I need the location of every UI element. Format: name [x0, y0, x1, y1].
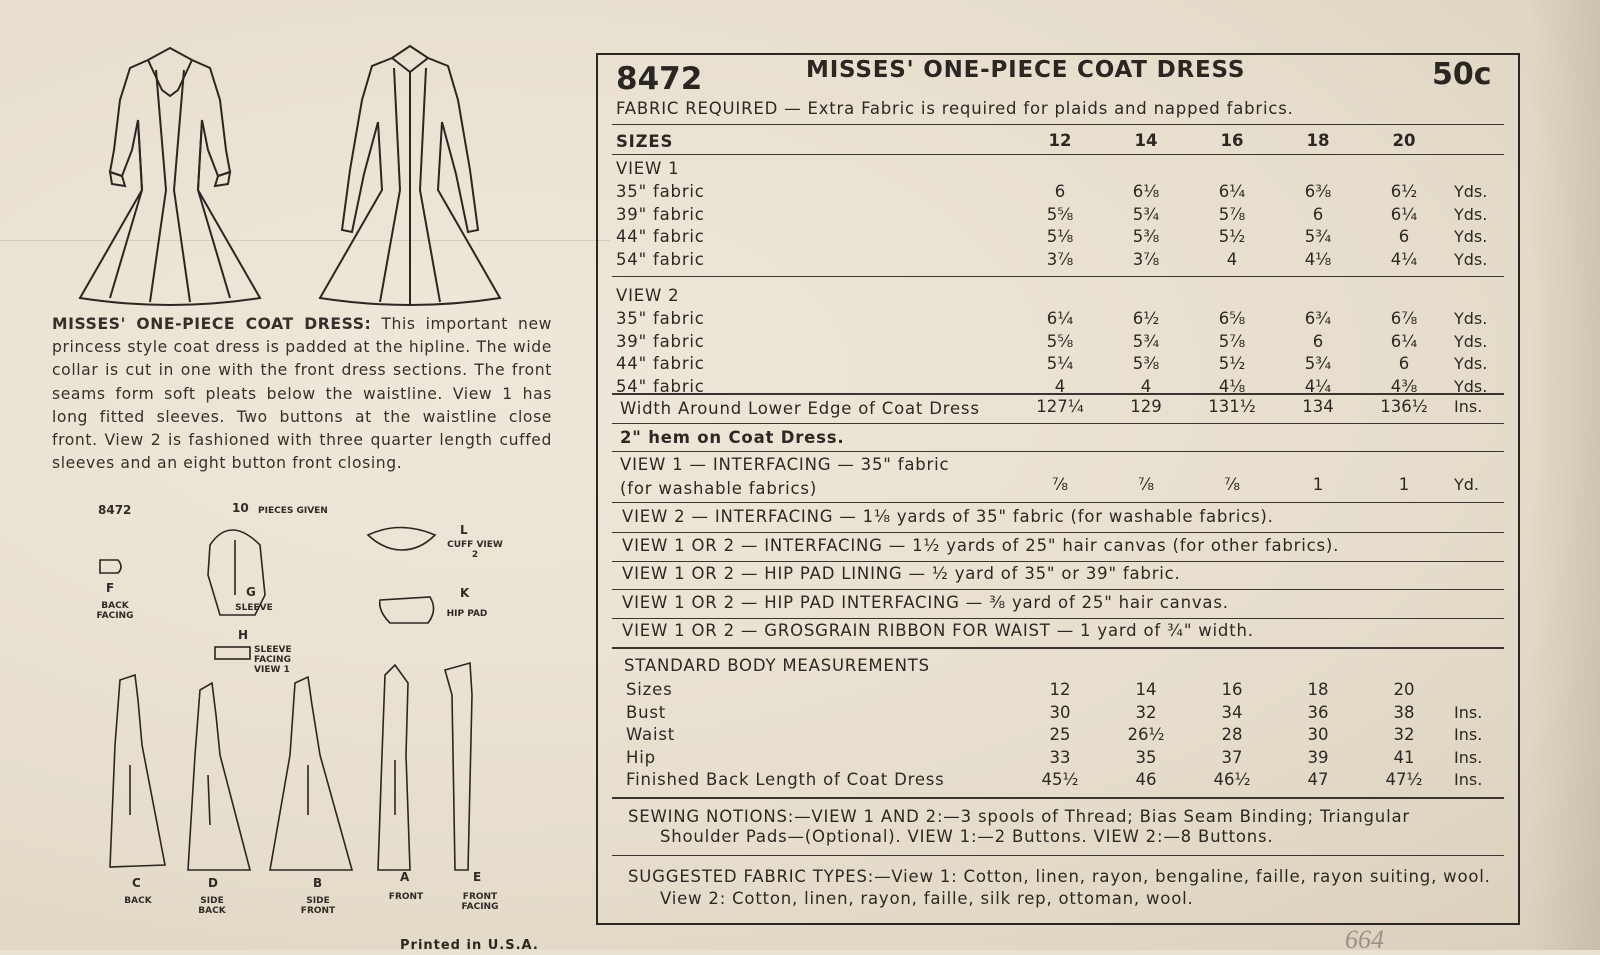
pieces-given-count: 10	[232, 501, 249, 515]
divider	[612, 154, 1504, 155]
piece-f-letter: F	[106, 581, 115, 595]
yardage-unit: Yds.	[1454, 309, 1488, 328]
width-value: 127¼	[1036, 397, 1084, 416]
hem-note: 2" hem on Coat Dress.	[620, 428, 845, 447]
piece-g-letter: G	[246, 585, 256, 599]
divider	[612, 451, 1504, 452]
fabric-note: VIEW 1 OR 2 — HIP PAD INTERFACING — ⅜ yard of 25" hair canvas.	[622, 592, 1229, 612]
yardage-value: 6	[1398, 227, 1410, 246]
view2-back-sketch	[310, 40, 510, 310]
divider	[612, 797, 1504, 799]
measurement-value: 46	[1135, 770, 1157, 789]
piece-k-letter: K	[460, 586, 470, 600]
yardage-value: 6	[1312, 204, 1324, 224]
piece-h-name: SLEEVE FACING VIEW 1	[254, 645, 292, 675]
divider	[612, 276, 1504, 277]
yardage-value: 5¾	[1304, 227, 1332, 246]
piece-k-name: HIP PAD	[446, 609, 488, 619]
interfacing-v1-line2: (for washable fabrics)	[620, 479, 818, 498]
yardage-value: 4¼	[1390, 249, 1418, 269]
piece-d-letter: D	[208, 876, 218, 890]
measurement-value: 32	[1393, 725, 1415, 744]
measurement-label: Bust	[626, 702, 667, 722]
measurement-unit: Ins.	[1454, 747, 1483, 767]
width-value: 134	[1302, 397, 1334, 416]
pattern-pieces-drawing	[90, 515, 510, 915]
width-unit: Ins.	[1454, 397, 1483, 416]
divider	[612, 532, 1504, 533]
measurement-value: 36	[1307, 702, 1329, 722]
measurement-unit: Ins.	[1454, 702, 1483, 722]
yardage-value: 4⅜	[1390, 376, 1418, 396]
measurement-label: Finished Back Length of Coat Dress	[626, 770, 945, 789]
yardage-unit: Yds.	[1454, 249, 1488, 269]
divider	[612, 647, 1504, 649]
pieces-pattern-number: 8472	[98, 503, 132, 517]
divider	[612, 423, 1504, 424]
yardage-value: 4⅛	[1218, 376, 1246, 396]
yardage-value: 5¾	[1304, 354, 1332, 373]
yardage-value: 5⅛	[1046, 227, 1074, 246]
fabric-types-line1: SUGGESTED FABRIC TYPES:—View 1: Cotton, linen, rayon, bengaline, faille, rayon suiting, wool.	[628, 867, 1491, 886]
yardage-value: 5¾	[1132, 204, 1160, 224]
piece-a-name: FRONT	[388, 892, 424, 902]
yardage-value: 6	[1312, 331, 1324, 351]
yardage-value: 5½	[1218, 354, 1246, 373]
sewing-notions-line1: SEWING NOTIONS:—VIEW 1 AND 2:—3 spools of Thread; Bias Seam Binding; Triangular	[628, 807, 1410, 826]
fabric-note: VIEW 1 OR 2 — GROSGRAIN RIBBON FOR WAIST — 1 yard of ¾" width.	[622, 621, 1254, 640]
interfacing-unit: Yd.	[1454, 475, 1480, 494]
measurement-value: 46½	[1213, 770, 1251, 789]
view1-front-sketch	[70, 40, 270, 310]
width-value: 129	[1130, 397, 1162, 416]
fabric-width-label: 44" fabric	[616, 354, 705, 373]
width-label: Width Around Lower Edge of Coat Dress	[620, 399, 980, 418]
piece-l-name: CUFF VIEW 2	[447, 540, 503, 560]
piece-b-letter: B	[313, 876, 323, 890]
sizes-label: SIZES	[616, 132, 674, 151]
measurement-value: 30	[1307, 725, 1329, 744]
piece-l-letter: L	[460, 523, 468, 537]
divider	[612, 502, 1504, 503]
paper-edge-shadow	[1530, 0, 1600, 950]
interfacing-value: ⅞	[1224, 475, 1240, 494]
yardage-value: 6¼	[1046, 309, 1074, 328]
pattern-number: 8472	[616, 61, 703, 97]
width-value: 136½	[1380, 397, 1428, 416]
pattern-price: 50c	[1432, 57, 1492, 92]
measurement-value: 18	[1307, 680, 1329, 699]
yardage-value: 6¼	[1218, 182, 1246, 201]
measurement-value: 12	[1049, 680, 1071, 699]
measurement-value: 38	[1393, 702, 1415, 722]
piece-h-letter: H	[238, 628, 249, 642]
fabric-types-line2: View 2: Cotton, linen, rayon, faille, silk rep, ottoman, wool.	[660, 889, 1194, 908]
divider	[612, 618, 1504, 619]
fabric-width-label: 39" fabric	[616, 331, 705, 351]
yardage-value: 3⅞	[1046, 249, 1074, 269]
measurement-value: 33	[1049, 747, 1071, 767]
yardage-value: 6½	[1132, 309, 1160, 328]
sewing-notions-line2: Shoulder Pads—(Optional). VIEW 1:—2 Buttons. VIEW 2:—8 Buttons.	[660, 827, 1274, 846]
yardage-value: 4	[1140, 376, 1152, 396]
pattern-chart	[596, 53, 1520, 925]
fabric-width-label: 39" fabric	[616, 204, 705, 224]
measurement-value: 16	[1221, 680, 1243, 699]
measurement-value: 32	[1135, 702, 1157, 722]
piece-g-name: SLEEVE	[235, 603, 273, 613]
fabric-width-label: 54" fabric	[616, 376, 705, 396]
pattern-description	[52, 313, 552, 475]
measurement-value: 35	[1135, 747, 1157, 767]
interfacing-value: 1	[1312, 475, 1324, 494]
yardage-value: 5¾	[1132, 331, 1160, 351]
fabric-note: VIEW 1 OR 2 — INTERFACING — 1½ yards of 25" hair canvas (for other fabrics).	[622, 535, 1340, 555]
piece-c-name: BACK	[124, 896, 152, 906]
yardage-value: 6⅛	[1132, 182, 1160, 201]
measurement-label: Waist	[626, 725, 676, 744]
yardage-value: 5⅝	[1046, 204, 1074, 224]
yardage-value: 6	[1054, 182, 1066, 201]
interfacing-value: ⅞	[1138, 475, 1154, 494]
interfacing-value: ⅞	[1052, 475, 1068, 494]
measurement-value: 37	[1221, 747, 1243, 767]
measurement-value: 41	[1393, 747, 1415, 767]
yardage-value: 5¼	[1046, 354, 1074, 373]
yardage-value: 5⅞	[1218, 331, 1246, 351]
size-header: 20	[1392, 131, 1416, 150]
handwritten-mark: 664	[1345, 925, 1384, 954]
yardage-value: 6⅞	[1390, 309, 1418, 328]
yardage-value: 6¼	[1390, 331, 1418, 351]
yardage-value: 5⅜	[1132, 227, 1160, 246]
size-header: 14	[1134, 131, 1158, 150]
yardage-value: 6⅝	[1218, 309, 1246, 328]
measurement-value: 28	[1221, 725, 1243, 744]
yardage-value: 4¼	[1304, 376, 1332, 396]
measurement-value: 47	[1307, 770, 1329, 789]
piece-d-name: SIDE BACK	[198, 896, 226, 916]
size-header: 12	[1048, 131, 1072, 150]
fabric-note: VIEW 2 — INTERFACING — 1⅛ yards of 35" fabric (for washable fabrics).	[622, 507, 1274, 526]
piece-f-name: BACK FACING	[96, 601, 134, 621]
measurement-value: 20	[1393, 680, 1415, 699]
yardage-unit: Yds.	[1454, 204, 1488, 224]
pattern-title: MISSES' ONE-PIECE COAT DRESS	[806, 57, 1246, 83]
piece-a-letter: A	[400, 870, 410, 884]
yardage-unit: Yds.	[1454, 354, 1488, 373]
fabric-width-label: 35" fabric	[616, 309, 705, 328]
yardage-value: 4⅛	[1304, 249, 1332, 269]
view-label: VIEW 1	[616, 159, 680, 178]
fabric-width-label: 35" fabric	[616, 182, 705, 201]
yardage-value: 6¾	[1304, 309, 1332, 328]
size-header: 16	[1220, 131, 1244, 150]
width-value: 131½	[1208, 397, 1256, 416]
fabric-note: VIEW 1 OR 2 — HIP PAD LINING — ½ yard of 35" or 39" fabric.	[622, 564, 1181, 583]
yardage-value: 6	[1398, 354, 1410, 373]
yardage-unit: Yds.	[1454, 182, 1488, 201]
measurement-value: 25	[1049, 725, 1071, 744]
yardage-unit: Yds.	[1454, 227, 1488, 246]
description-body: This important new princess style coat dress is padded at the hipline. The wide collar is cut in one with the front dress sections. The front seams form soft pleats below the waistline. View 1 has long fitted sleeves. Two buttons at the waistline close front. View 2 is fashioned with three quarter length cuffed sleeves and an eight button front closing.	[52, 315, 552, 473]
divider	[612, 124, 1504, 125]
measurement-value: 14	[1135, 680, 1157, 699]
measurement-unit: Ins.	[1454, 725, 1483, 744]
yardage-value: 3⅞	[1132, 249, 1160, 269]
size-header: 18	[1306, 131, 1330, 150]
yardage-unit: Yds.	[1454, 376, 1488, 396]
yardage-value: 6½	[1390, 182, 1418, 201]
yardage-value: 6¼	[1390, 204, 1418, 224]
description-lead: MISSES' ONE-PIECE COAT DRESS:	[52, 315, 372, 333]
yardage-unit: Yds.	[1454, 331, 1488, 351]
measurement-value: 39	[1307, 747, 1329, 767]
fabric-required-header: FABRIC REQUIRED — Extra Fabric is required for plaids and napped fabrics.	[616, 99, 1294, 118]
divider	[612, 855, 1504, 856]
yardage-value: 5⅜	[1132, 354, 1160, 373]
measurement-label: Hip	[626, 747, 656, 767]
measurement-value: 45½	[1041, 770, 1079, 789]
yardage-value: 4	[1054, 376, 1066, 396]
yardage-value: 5⅝	[1046, 331, 1074, 351]
measurement-label: Sizes	[626, 680, 673, 699]
divider	[612, 561, 1504, 562]
piece-b-name: SIDE FRONT	[300, 896, 336, 916]
measurement-unit: Ins.	[1454, 770, 1483, 789]
measurement-value: 34	[1221, 702, 1243, 722]
interfacing-v1-line1: VIEW 1 — INTERFACING — 35" fabric	[620, 455, 950, 474]
printed-in-usa: Printed in U.S.A.	[400, 938, 539, 953]
yardage-value: 5½	[1218, 227, 1246, 246]
piece-c-letter: C	[132, 876, 141, 890]
interfacing-value: 1	[1398, 475, 1410, 494]
measurement-value: 26½	[1127, 725, 1165, 744]
yardage-value: 6⅜	[1304, 182, 1332, 201]
fabric-width-label: 54" fabric	[616, 249, 705, 269]
pieces-given-label: PIECES GIVEN	[258, 506, 328, 516]
fabric-width-label: 44" fabric	[616, 227, 705, 246]
view-label: VIEW 2	[616, 286, 680, 305]
yardage-value: 5⅞	[1218, 204, 1246, 224]
piece-e-name: FRONT FACING	[461, 892, 499, 912]
divider	[612, 589, 1504, 590]
yardage-value: 4	[1226, 249, 1238, 269]
piece-e-letter: E	[473, 870, 482, 884]
measurement-value: 30	[1049, 702, 1071, 722]
measurements-title: STANDARD BODY MEASUREMENTS	[624, 656, 930, 675]
measurement-value: 47½	[1385, 770, 1423, 789]
